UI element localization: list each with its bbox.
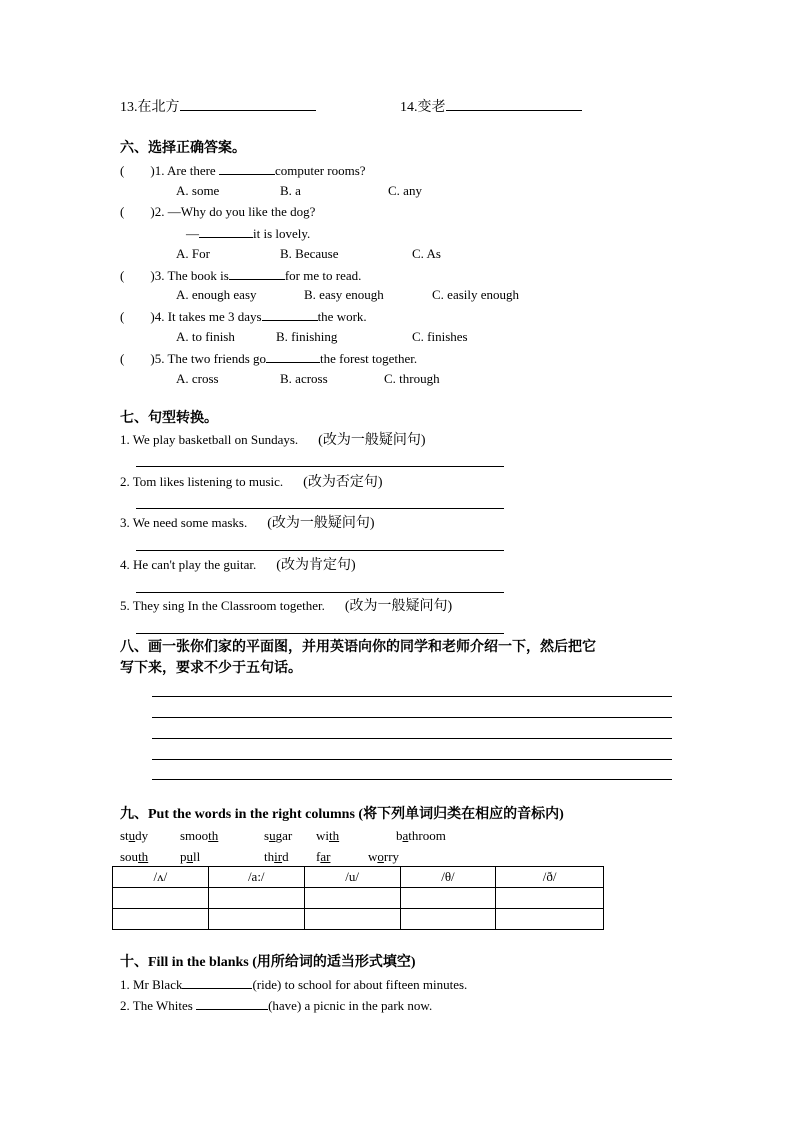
option-a: A. enough easy <box>176 287 257 302</box>
answer-cell[interactable] <box>113 888 209 909</box>
word-pull: pull <box>180 849 201 864</box>
item-13: 13.在北方 <box>120 98 316 116</box>
answer-blank[interactable] <box>446 98 582 111</box>
option-c: C. As <box>412 246 441 261</box>
transform-item-3: 3. We need some masks. (改为一般疑问句) <box>120 515 375 531</box>
answer-cell[interactable] <box>496 909 604 930</box>
section8-title-line2: 写下来，要求不少于五句话。 <box>120 661 302 676</box>
answer-blank[interactable] <box>266 350 320 363</box>
section9-title: 九、Put the words in the right columns (将下列单词归类在相应的音标内) <box>120 807 564 822</box>
answer-blank[interactable] <box>262 308 318 321</box>
answer-cell[interactable] <box>400 888 496 909</box>
table-row <box>113 909 604 930</box>
option-c: C. through <box>384 371 440 386</box>
writing-line[interactable] <box>152 696 672 697</box>
writing-line[interactable] <box>152 738 672 739</box>
mc-question-5: ( )5. The two friends go the forest together. <box>120 351 418 366</box>
header-cell: /u/ <box>304 867 400 888</box>
option-b: B. finishing <box>276 329 338 344</box>
header-cell: /θ/ <box>400 867 496 888</box>
answer-cell[interactable] <box>304 888 400 909</box>
option-b: B. a <box>280 183 301 198</box>
answer-line[interactable] <box>136 508 504 509</box>
transform-item-4: 4. He can't play the guitar. (改为肯定句) <box>120 557 356 573</box>
header-cell: /ʌ/ <box>113 867 209 888</box>
writing-line[interactable] <box>152 759 672 760</box>
word-sugar: sugar <box>264 828 293 843</box>
answer-line[interactable] <box>136 633 504 634</box>
writing-line[interactable] <box>152 779 672 780</box>
word-study: study <box>120 828 149 843</box>
word-third: third <box>264 849 289 864</box>
section7-title: 七、句型转换。 <box>120 411 218 426</box>
mc-question-3: ( )3. The book is for me to read. <box>120 268 362 283</box>
answer-line[interactable] <box>136 466 504 467</box>
answer-blank[interactable] <box>182 976 252 989</box>
answer-blank[interactable] <box>180 98 316 111</box>
section6-title: 六、选择正确答案。 <box>120 141 246 156</box>
mc-question-2: ( )2. —Why do you like the dog? <box>120 204 316 219</box>
answer-blank[interactable] <box>199 225 253 238</box>
phonetic-table <box>112 866 604 930</box>
answer-cell[interactable] <box>400 909 496 930</box>
word-with: with <box>316 828 340 843</box>
word-south: south <box>120 849 149 864</box>
option-c: C. any <box>388 183 422 198</box>
fill-item-1: 1. Mr Black (ride) to school for about fifteen minutes. <box>120 977 468 992</box>
option-a: A. cross <box>176 371 219 386</box>
answer-blank[interactable] <box>219 162 275 175</box>
mc-question-4: ( )4. It takes me 3 days the work. <box>120 309 367 324</box>
option-b: B. across <box>280 371 328 386</box>
option-a: A. For <box>176 246 210 261</box>
transform-item-2: 2. Tom likes listening to music. (改为否定句) <box>120 474 383 490</box>
word-far: far <box>316 849 331 864</box>
answer-blank[interactable] <box>196 997 268 1010</box>
answer-cell[interactable] <box>208 888 304 909</box>
answer-line[interactable] <box>136 592 504 593</box>
word-bathroom: bathroom <box>396 828 446 843</box>
table-row <box>113 888 604 909</box>
header-cell: /a:/ <box>208 867 304 888</box>
answer-cell[interactable] <box>208 909 304 930</box>
header-cell: /ð/ <box>496 867 604 888</box>
answer-cell[interactable] <box>113 909 209 930</box>
option-a: A. to finish <box>176 329 235 344</box>
table-header-row <box>113 867 604 888</box>
section10-title: 十、Fill in the blanks (用所给词的适当形式填空) <box>120 955 416 970</box>
answer-cell[interactable] <box>304 909 400 930</box>
answer-blank[interactable] <box>229 267 285 280</box>
writing-line[interactable] <box>152 717 672 718</box>
answer-cell[interactable] <box>496 888 604 909</box>
mc-question-2-line2: — it is lovely. <box>186 226 311 241</box>
section8-title-line1: 八、画一张你们家的平面图，并用英语向你的同学和老师介绍一下，然后把它 <box>120 640 596 655</box>
item-14: 14.变老 <box>400 98 582 116</box>
answer-line[interactable] <box>136 550 504 551</box>
transform-item-5: 5. They sing In the Classroom together. (改为一般疑问句) <box>120 598 453 614</box>
option-c: C. finishes <box>412 329 468 344</box>
option-c: C. easily enough <box>432 287 520 302</box>
option-b: B. easy enough <box>304 287 384 302</box>
transform-item-1: 1. We play basketball on Sundays. (改为一般疑问句) <box>120 432 426 448</box>
option-a: A. some <box>176 183 220 198</box>
fill-item-2: 2. The Whites (have) a picnic in the park now. <box>120 998 433 1013</box>
option-b: B. Because <box>280 246 339 261</box>
word-worry: worry <box>368 849 400 864</box>
word-smooth: smooth <box>180 828 219 843</box>
mc-question-1: ( )1. Are there computer rooms? <box>120 163 366 178</box>
